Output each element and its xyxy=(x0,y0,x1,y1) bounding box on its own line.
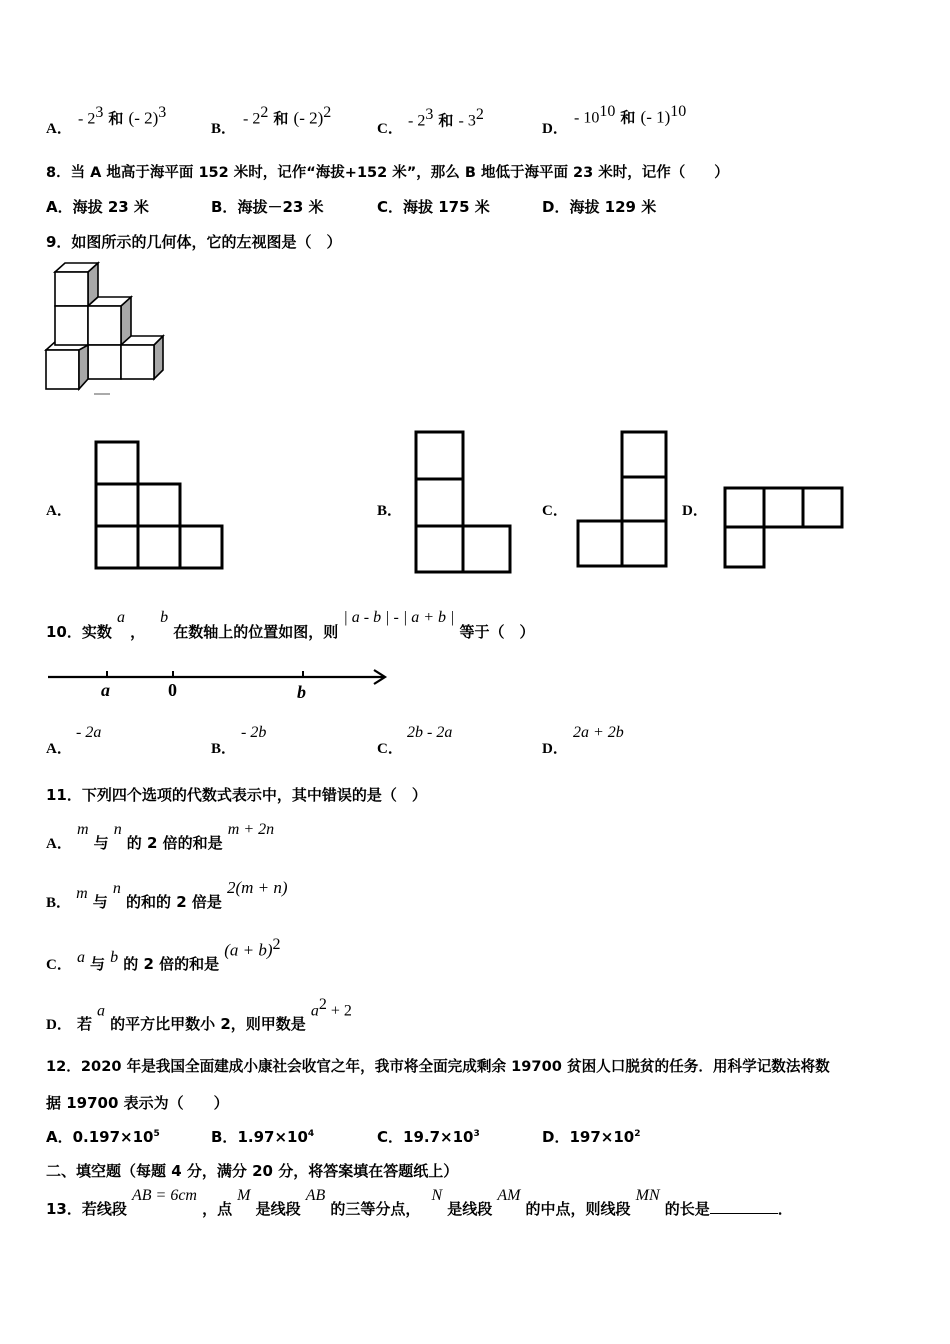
q9-option-c-label: C． xyxy=(542,503,568,519)
axis-label-zero: 0 xyxy=(168,680,177,700)
q10-option-a-expr: - 2a xyxy=(76,724,102,741)
q9-option-d-figure xyxy=(721,485,847,571)
q11-option-c: C． a 与 b 的 2 倍的和是 $(a + b)^2$ xyxy=(46,936,281,974)
q11-stem: 11．下列四个选项的代数式表示中，其中错误的是（ ） xyxy=(46,786,427,804)
q10-option-b-label: B． xyxy=(211,741,237,757)
q8-option-d: D．海拔 129 米 xyxy=(542,198,657,216)
section-2-heading: 二、填空题（每题 4 分，满分 20 分，将答案填在答题纸上） xyxy=(46,1162,459,1180)
q7-option-b-label: B． xyxy=(211,121,237,137)
q7-option-a-expr: - $2^3$ 和 (- 2)$^3$ xyxy=(78,104,167,128)
q13-answer-blank[interactable] xyxy=(710,1199,778,1214)
q9-option-b-figure xyxy=(412,429,514,575)
q10-option-d-label: D． xyxy=(542,741,568,757)
q12-option-c: C．$19.7\times 10^3$ xyxy=(377,1128,480,1146)
q7-option-c-label: C． xyxy=(377,121,403,137)
q7-option-c-expr: - $2^3$ 和 - $3^2$ xyxy=(408,106,484,130)
q12-stem-line1: 12．2020 年是我国全面建成小康社会收官之年，我市将全面完成剩余 19700 贫困人口脱贫的任务．用科学记数法将数 xyxy=(46,1058,830,1075)
q12-option-b: B．$1.97\times 10^4$ xyxy=(211,1128,315,1146)
q7-option-d-expr: - $10^{10}$ 和 (- 1)$^{10}$ xyxy=(574,103,687,127)
q10-stem: 10．实数 a ， b 在数轴上的位置如图，则 | a - b | - | a + b | 等于（ ） xyxy=(46,609,535,641)
q7-option-d-label: D． xyxy=(542,121,568,137)
q8-stem: 8．当 A 地高于海平面 152 米时，记作“海拔+152 米”，那么 B 地低于海平面 23 米时，记作（ ） xyxy=(46,165,729,181)
q13-stem: 13．若线段 AB = 6cm ，点 M 是线段 AB 的三等分点， N 是线段 AM 的中点，则线段 MN 的长是 ． xyxy=(46,1187,793,1218)
q10-number-line xyxy=(44,664,392,702)
q9-option-b-label: B． xyxy=(377,503,403,519)
q9-stem: 9．如图所示的几何体，它的左视图是（ ） xyxy=(46,233,342,251)
q9-option-c-figure xyxy=(574,429,670,571)
q8-option-b: B．海拔－23 米 xyxy=(211,198,324,216)
q8-option-a: A．海拔 23 米 xyxy=(46,198,149,216)
q7-option-a-label: A． xyxy=(46,121,72,137)
q9-option-a-figure xyxy=(92,439,226,571)
q7-option-b-expr: - $2^2$ 和 (- 2)$^2$ xyxy=(243,104,332,128)
q11-option-d: D． 若 a 的平方比甲数小 2，则甲数是 $a^2 + 2$ xyxy=(46,996,352,1034)
q11-option-b: B． m 与 n 的和的 2 倍是 2(m + n) xyxy=(46,878,288,911)
q8-option-c: C．海拔 175 米 xyxy=(377,198,490,216)
q9-solid-figure xyxy=(44,260,168,396)
q11-option-a: A． m 与 n 的 2 倍的和是 m + 2n xyxy=(46,821,275,852)
q10-option-c-label: C． xyxy=(377,741,403,757)
q10-option-a-label: A． xyxy=(46,741,72,757)
q12-option-d: D．$197\times 10^2$ xyxy=(542,1128,641,1146)
q9-option-d-label: D． xyxy=(682,503,708,519)
q12-stem-line2: 据 19700 表示为（ ） xyxy=(46,1094,229,1112)
q10-option-b-expr: - 2b xyxy=(241,724,267,741)
axis-label-b: b xyxy=(297,682,306,702)
q10-option-d-expr: 2a + 2b xyxy=(573,724,624,741)
q12-option-a: A．$0.197\times 10^5$ xyxy=(46,1128,160,1146)
q9-option-a-label: A． xyxy=(46,503,72,519)
axis-label-a: a xyxy=(101,680,110,700)
q10-option-c-expr: 2b - 2a xyxy=(407,724,453,741)
